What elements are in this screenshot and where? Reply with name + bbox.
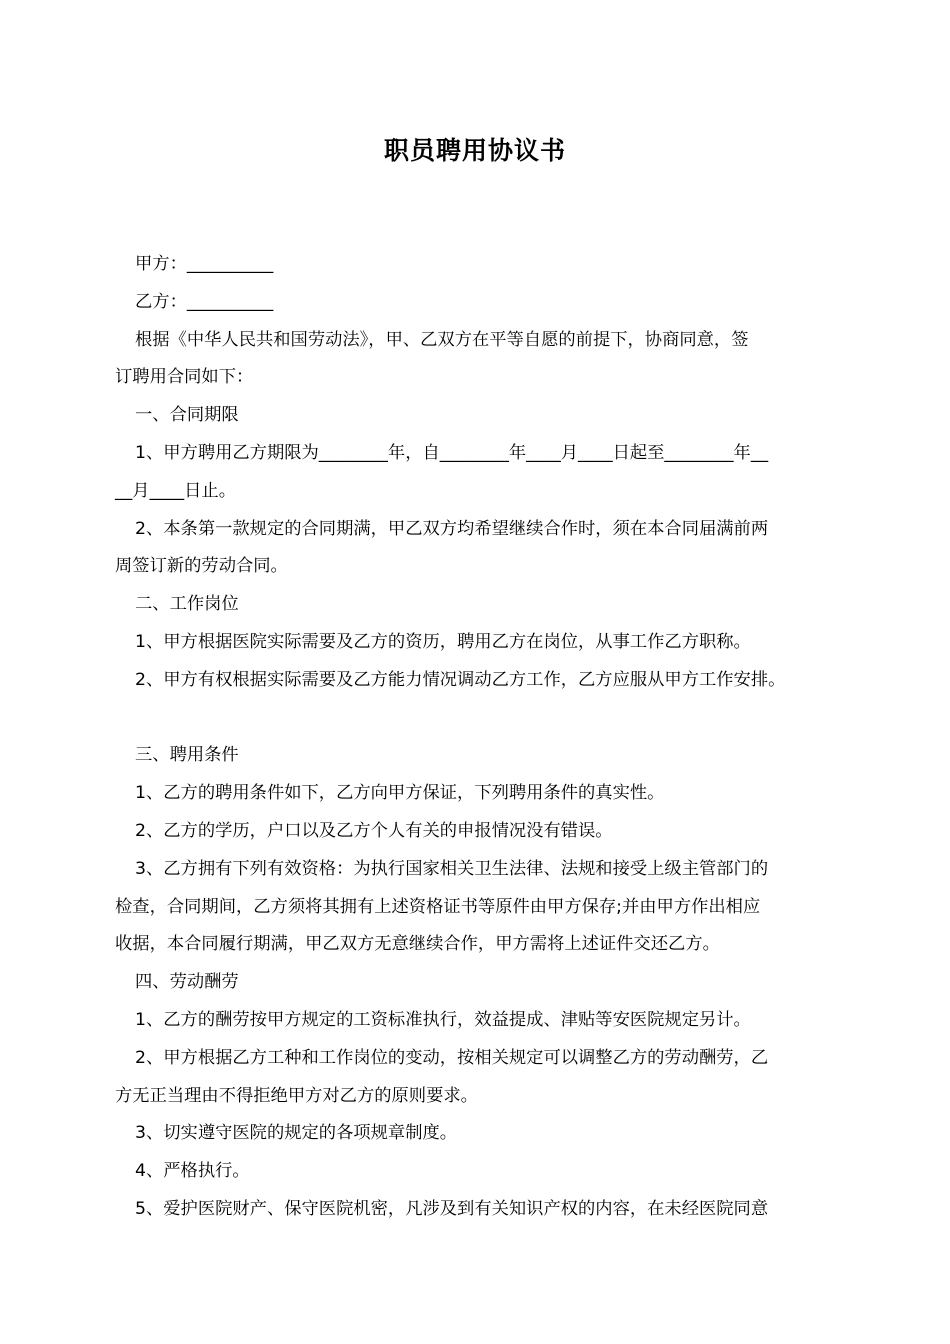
conditions-clause-3-cont-1: 检查，合同期间，乙方须将其拥有上述资格证书等原件由甲方保存;并由甲方作出相应 bbox=[115, 896, 761, 917]
conditions-clause-3-cont-2: 收据，本合同履行期满，甲乙双方无意继续合作，甲方需将上述证件交还乙方。 bbox=[115, 934, 720, 955]
pay-clause-3: 3、切实遵守医院的规定的各项规章制度。 bbox=[135, 1123, 458, 1144]
conditions-clause-1: 1、乙方的聘用条件如下，乙方向甲方保证，下列聘用条件的真实性。 bbox=[135, 783, 665, 804]
term-clause-2-cont: 周签订新的劳动合同。 bbox=[115, 556, 288, 577]
pay-clause-4: 4、严格执行。 bbox=[135, 1161, 250, 1182]
conditions-clause-3: 3、乙方拥有下列有效资格：为执行国家相关卫生法律、法规和接受上级主管部门的 bbox=[135, 858, 769, 879]
section-heading-pay: 四、劳动酬劳 bbox=[135, 972, 239, 993]
position-clause-2: 2、甲方有权根据实际需要及乙方能力情况调动乙方工作，乙方应服从甲方工作安排。 bbox=[135, 669, 786, 690]
pay-clause-2: 2、甲方根据乙方工种和工作岗位的变动，按相关规定可以调整乙方的劳动酬劳，乙 bbox=[135, 1047, 769, 1068]
section-heading-position: 二、工作岗位 bbox=[135, 594, 239, 615]
pay-clause-2-cont: 方无正当理由不得拒绝甲方对乙方的原则要求。 bbox=[115, 1085, 478, 1106]
party-b-line: 乙方：__________ bbox=[135, 291, 274, 312]
term-clause-1-cont: __月____日止。 bbox=[115, 480, 236, 501]
position-clause-1: 1、甲方根据医院实际需要及乙方的资历，聘用乙方在岗位，从事工作乙方职称。 bbox=[135, 631, 751, 652]
document-title: 职员聘用协议书 bbox=[383, 136, 566, 165]
term-clause-2: 2、本条第一款规定的合同期满，甲乙双方均希望继续合作时，须在本合同届满前两 bbox=[135, 518, 769, 539]
pay-clause-1: 1、乙方的酬劳按甲方规定的工资标准执行，效益提成、津贴等安医院规定另计。 bbox=[135, 1009, 751, 1030]
conditions-clause-2: 2、乙方的学历，户口以及乙方个人有关的申报情况没有错误。 bbox=[135, 820, 613, 841]
term-clause-1: 1、甲方聘用乙方期限为________年，自________年____月____日起至________年__ bbox=[135, 442, 769, 463]
document-body bbox=[115, 246, 837, 1229]
intro-paragraph-cont: 订聘用合同如下： bbox=[115, 367, 254, 388]
pay-clause-5: 5、爱护医院财产、保守医院机密，凡涉及到有关知识产权的内容，在未经医院同意 bbox=[135, 1198, 769, 1219]
party-a-line: 甲方：__________ bbox=[135, 254, 274, 274]
section-heading-term: 一、合同期限 bbox=[135, 405, 239, 426]
intro-paragraph: 根据《中华人民共和国劳动法》，甲、乙双方在平等自愿的前提下，协商同意，签 bbox=[135, 329, 749, 350]
section-heading-conditions: 三、聘用条件 bbox=[135, 745, 239, 766]
